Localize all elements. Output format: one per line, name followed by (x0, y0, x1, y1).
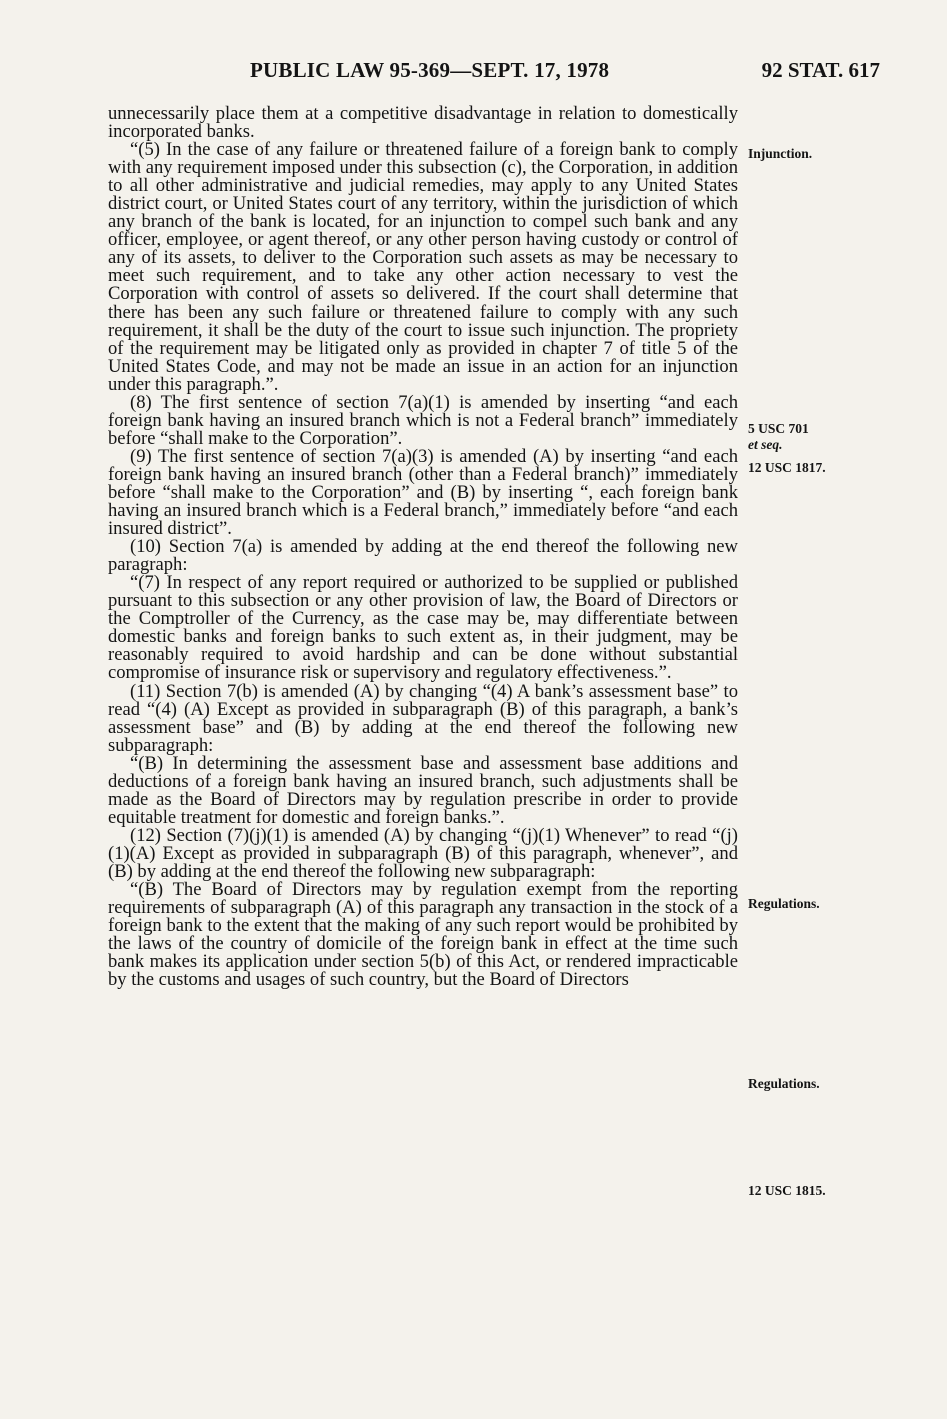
paragraph: “(7) In respect of any report required or authorized to be supplied or published pursuant to this subsection or any other provision of law, the Board of Directors or the Comptroller of the Currency, as the case may be, may differentiate between domestic banks and foreign banks to such extent as, in their judgment, may be reasonably required to avoid hardship and can be done without substantial compromise of insurance risk or supervisory and regulatory effectiveness.”. (108, 572, 738, 684)
margin-note-12-usc-1817 (748, 460, 826, 476)
paragraph: (11) Section 7(b) is amended (A) by changing “(4) A bank’s assessment base” to read “(4) (A) Except as provided in subparagraph (B) of this paragraph, a bank’s assessment base” and (B) by adding at the end thereof the following new subparagraph: (108, 680, 738, 756)
statute-page-number: 92 STAT. 617 (761, 58, 880, 82)
margin-note-label: Regulations. (748, 1076, 820, 1091)
body-text (108, 105, 738, 989)
paragraph: unnecessarily place them at a competitive disadvantage in relation to domestically incorporated banks. (108, 103, 738, 143)
paragraph: (9) The first sentence of section 7(a)(3) is amended (A) by inserting “and each foreign bank having an insured branch (other than a Federal branch)” immediately before “shall make to the Corporation” and (B) by inserting “, each foreign bank having an insured branch which is a Federal branch,” immediately before “and each insured district”. (108, 445, 738, 540)
paragraph: (8) The first sentence of section 7(a)(1) is amended by inserting “and each foreign bank having an insured branch which is not a Federal branch” immediately before “shall make to the Corporation”. (108, 391, 738, 449)
margin-note-regulations (748, 896, 820, 912)
margin-note-label: 12 USC 1817. (748, 460, 826, 475)
margin-note-et-seq: et seq. (748, 437, 783, 452)
margin-note-regulations (748, 1076, 820, 1092)
paragraph: (10) Section 7(a) is amended by adding at the end thereof the following new paragraph: (108, 536, 738, 576)
paragraph: “(5) In the case of any failure or threatened failure of a foreign bank to comply with any requirement imposed under this subsection (c), the Corporation, in addition to all other administrative and judicial remedies, may apply to any United States district court, or United States court of any territory, within the jurisdiction of which any branch of the bank is located, for an injunction to compel such bank and any officer, employee, or agent thereof, or any other person having custody or control of any of its assets, to deliver to the Corporation such assets as may be necessary to meet such requirement, and to take any other action necessary to vest the Corporation with control of assets so delivered. If the court shall determine that there has been any such failure or threatened failure to comply with any such requirement, it shall be the duty of the court to issue such injunction. The propriety of the requirement may be litigated only as provided in chapter 7 of title 5 of the United States Code, and may not be made an issue in an action for an injunction under this paragraph.”. (108, 139, 738, 395)
paragraph: (12) Section (7)(j)(1) is amended (A) by changing “(j)(1) Whenever” to read “(j)(1)(A) Except as provided in subparagraph (B) of this paragraph, whenever”, and (B) by adding at the end thereof the following new subparagraph: (108, 824, 738, 882)
margin-note-label: Injunction. (748, 146, 813, 161)
page-header (100, 58, 880, 88)
paragraph: “(B) In determining the assessment base and assessment base additions and deductions of a foreign bank having an insured branch, such adjustments shall be made as the Board of Directors may by regulation prescribe in order to provide equitable treatment for domestic and foreign banks.”. (108, 752, 738, 828)
law-title: PUBLIC LAW 95-369—SEPT. 17, 1978 (250, 58, 610, 82)
margin-note-label: Regulations. (748, 896, 820, 911)
margin-note-label: 5 USC 701 (748, 421, 809, 436)
paragraph: “(B) The Board of Directors may by regulation exempt from the reporting requirements of subparagraph (A) of this paragraph any transaction in the stock of a foreign bank to the extent that the making of any such report would be prohibited by the laws of the country of domicile of the foreign bank in effect at the time such bank makes its application under section 5(b) of this Act, or rendered impracticable by the customs and usages of such country, but the Board of Directors (108, 879, 738, 991)
margin-note-label: 12 USC 1815. (748, 1183, 826, 1198)
margin-note-5-usc-701 (748, 421, 809, 453)
margin-note-12-usc-1815 (748, 1183, 826, 1199)
margin-note-injunction (748, 146, 812, 162)
